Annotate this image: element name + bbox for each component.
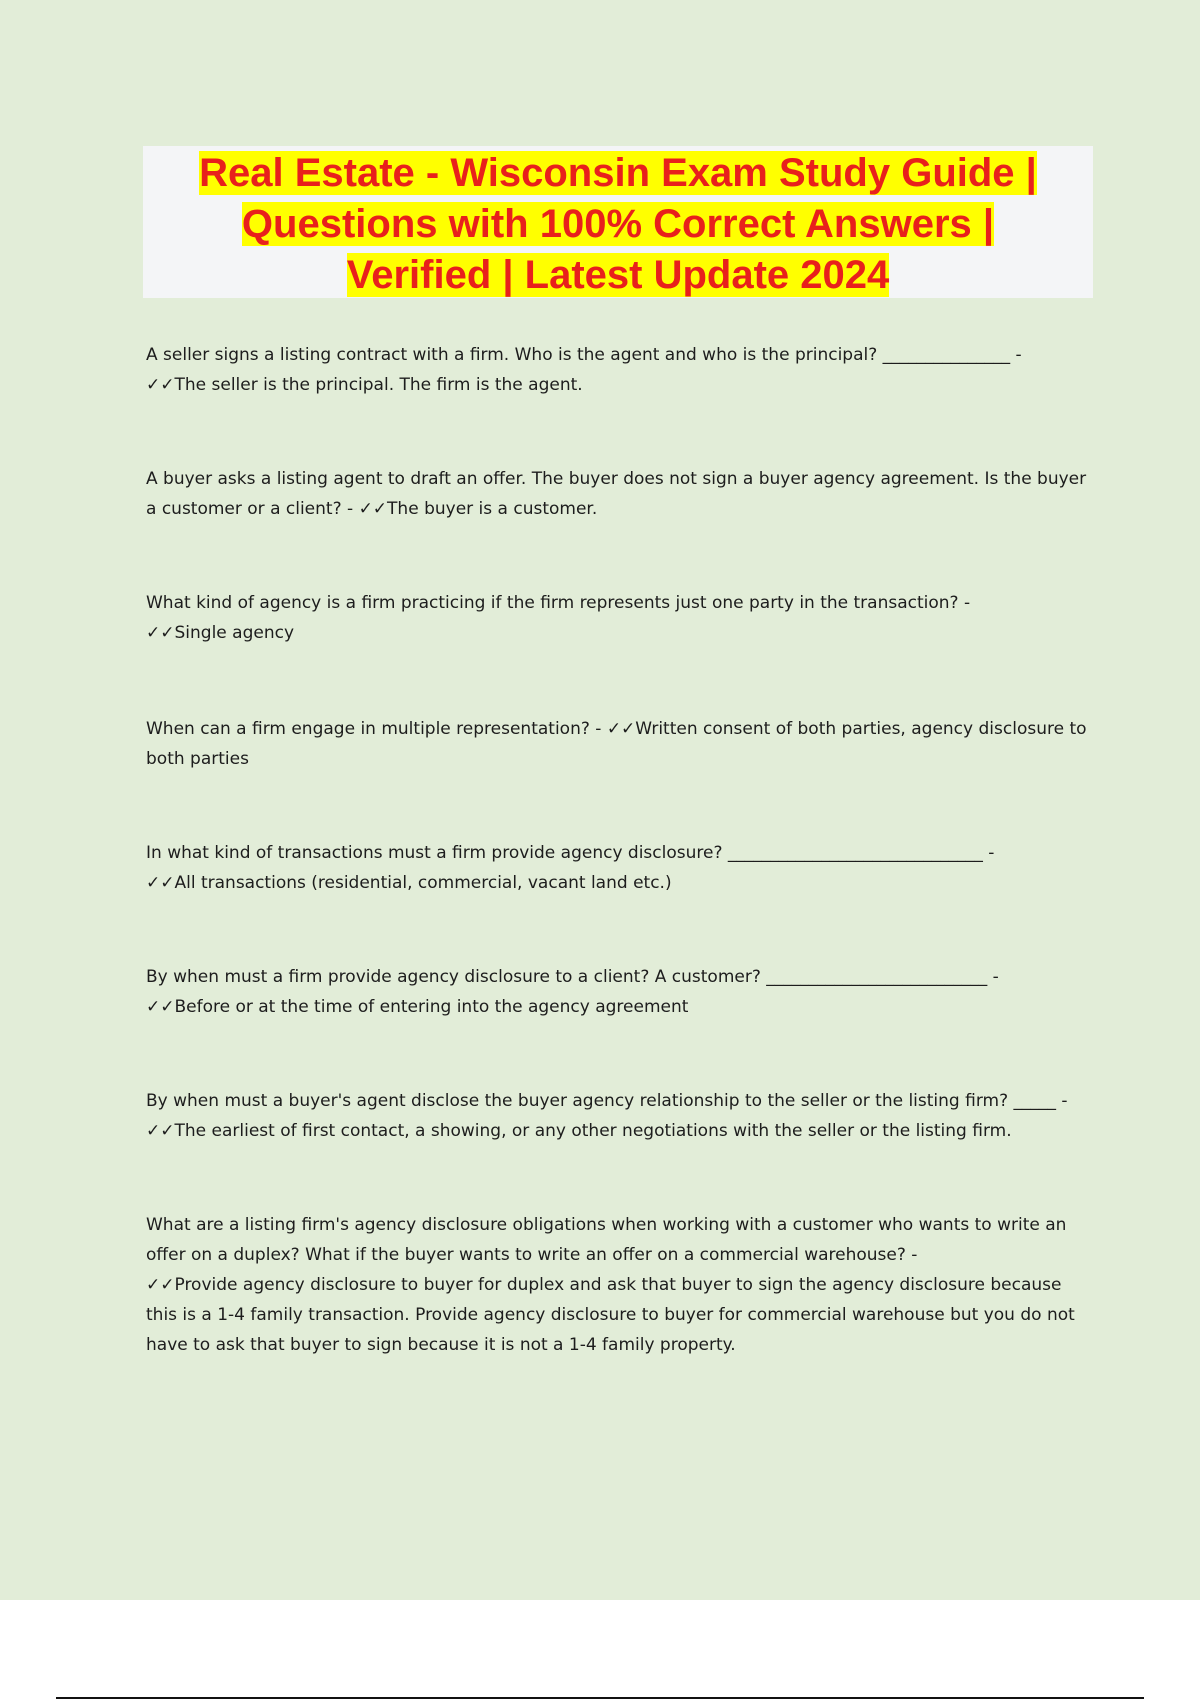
answer-text: ✓✓The seller is the principal. The firm is the agent. (146, 375, 583, 395)
question-text: A seller signs a listing contract with a firm. Who is the agent and who is the principal? _______________ - (146, 345, 1022, 365)
answer-text: ✓✓Provide agency disclosure to buyer for duplex and ask that buyer to sign the agency disclosure because this is a 1-4 family transaction. Provide agency disclosure to buyer for commercial warehouse but you do not have to ask that buyer to sign because it is not a 1-4 family property. (146, 1275, 1075, 1355)
answer-text: ✓✓The buyer is a customer. (358, 499, 598, 519)
question-text: In what kind of transactions must a firm provide agency disclosure? ______________________________ - (146, 843, 995, 863)
footer-divider (56, 1697, 1144, 1699)
qa-item (146, 340, 1091, 400)
question-text: By when must a buyer's agent disclose the buyer agency relationship to the seller or the listing firm? _____ - (146, 1091, 1068, 1111)
title-block (143, 146, 1093, 298)
question-text: What are a listing firm's agency disclosure obligations when working with a customer who wants to write an offer on a duplex? What if the buyer wants to write an offer on a commercial warehouse? - (146, 1215, 1067, 1265)
title-line: Real Estate - Wisconsin Exam Study Guide | (199, 151, 1037, 195)
answer-text: ✓✓Single agency (146, 623, 295, 643)
qa-list (146, 340, 1091, 1360)
title-line: Verified | Latest Update 2024 (346, 253, 890, 297)
qa-item (146, 588, 1091, 648)
answer-text: ✓✓All transactions (residential, commercial, vacant land etc.) (146, 873, 672, 893)
answer-text: ✓✓The earliest of first contact, a showing, or any other negotiations with the seller or the listing firm. (146, 1121, 1012, 1141)
document-title (143, 146, 1093, 301)
title-line: Questions with 100% Correct Answers | (241, 202, 995, 246)
qa-item (146, 838, 1091, 898)
qa-item (146, 714, 1091, 774)
question-text: A buyer asks a listing agent to draft an offer. The buyer does not sign a buyer agency agreement. Is the buyer a customer or a client? - (146, 469, 1087, 519)
qa-item (146, 1210, 1091, 1360)
question-text: When can a firm engage in multiple representation? - (146, 719, 602, 739)
qa-item (146, 962, 1091, 1022)
question-text: What kind of agency is a firm practicing if the firm represents just one party in the transaction? - (146, 593, 971, 613)
qa-item (146, 1086, 1091, 1146)
question-text: By when must a firm provide agency disclosure to a client? A customer? __________________________ - (146, 967, 999, 987)
answer-text: ✓✓Written consent of both parties, agency disclosure to both parties (146, 719, 1087, 769)
answer-text: ✓✓Before or at the time of entering into the agency agreement (146, 997, 689, 1017)
qa-item (146, 464, 1091, 524)
